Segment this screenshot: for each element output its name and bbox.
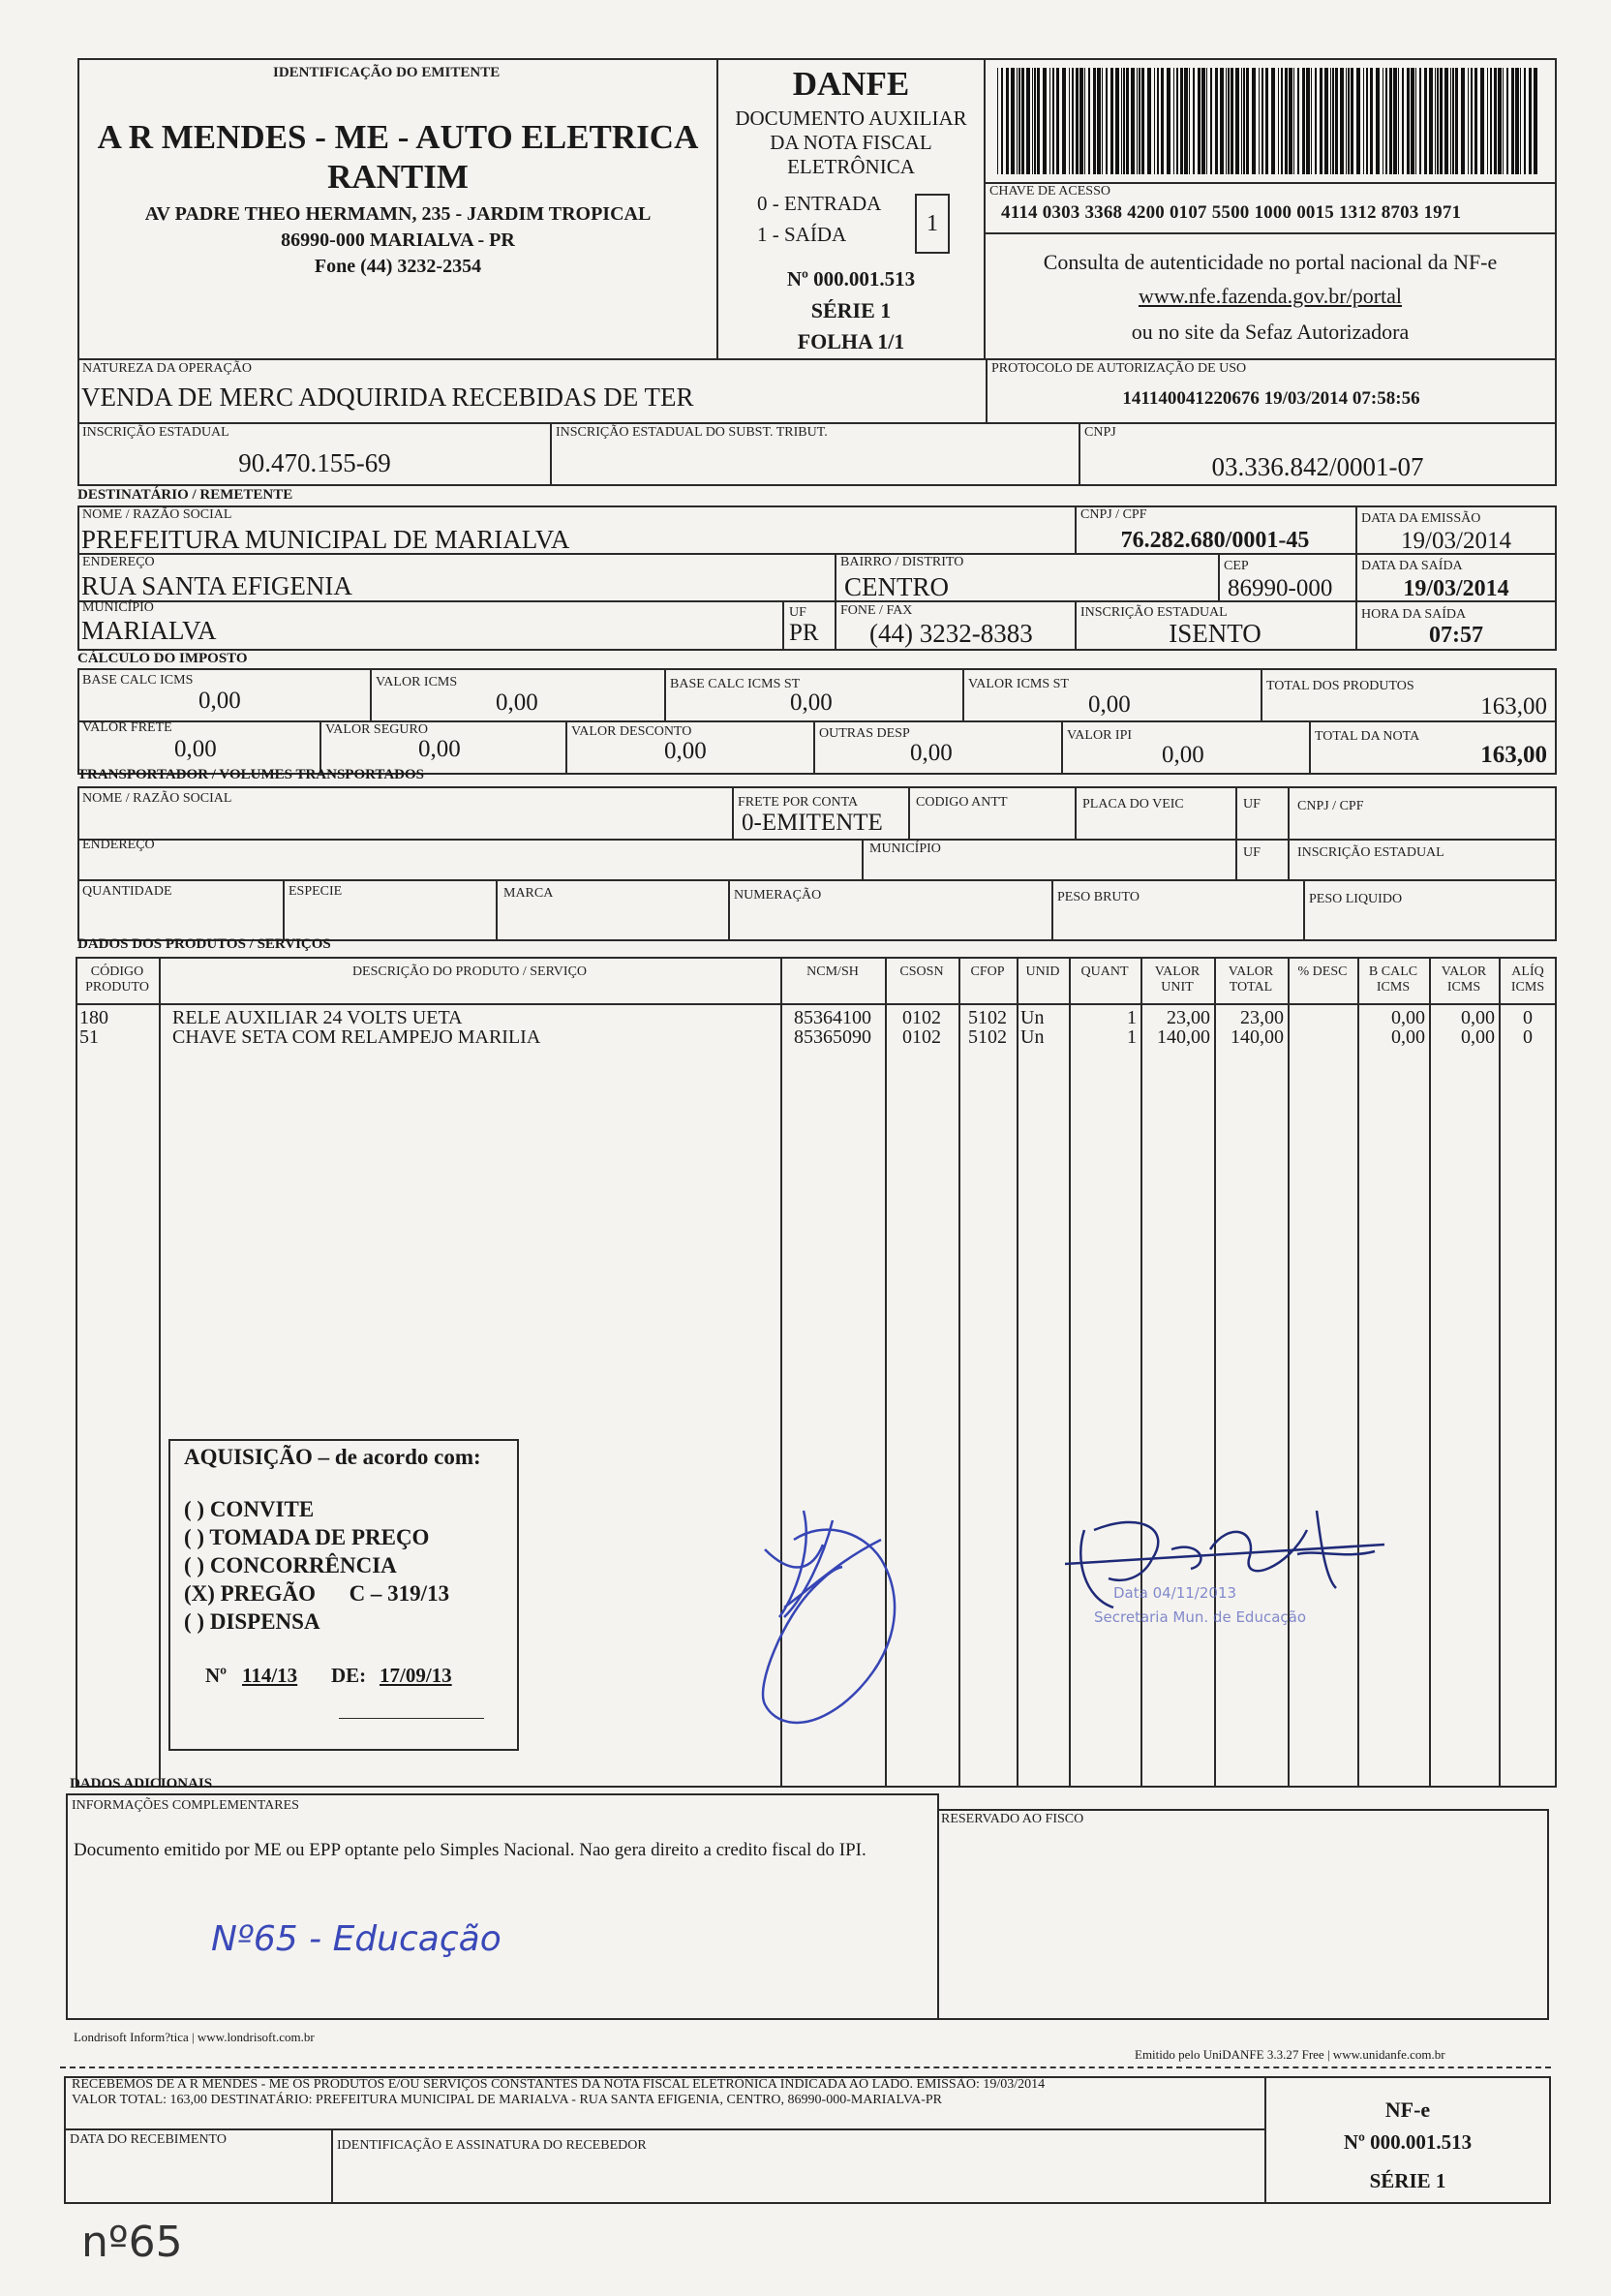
info-label: INFORMAÇÕES COMPLEMENTARES [72, 1798, 299, 1813]
transp-municipio-label: MUNICÍPIO [869, 842, 941, 856]
table-header-cell: VALOR ICMS [1441, 964, 1487, 995]
table-cell: 0,00 [1391, 1026, 1425, 1048]
stamp-numero-label: Nº [205, 1664, 228, 1687]
cnpj-label: CNPJ [1084, 425, 1116, 440]
table-cell: 5102 [968, 1007, 1007, 1028]
emitente-name-2: RANTIM [327, 158, 469, 196]
ipi-label: VALOR IPI [1067, 728, 1133, 743]
protocolo-value: 141140041220676 19/03/2014 07:58:56 [1122, 388, 1420, 409]
table-column-divider [159, 957, 161, 1788]
dest-saida: 19/03/2014 [1403, 576, 1509, 601]
canhoto-text-1: RECEBEMOS DE A R MENDES - ME OS PRODUTOS E/OU SERVIÇOS CONSTANTES DA NOTA FISCAL ELETRÔNICA INDICADA AO LADO. EMISSÃO: 19/03/2014 [72, 2077, 1046, 2092]
danfe-sub-2: DA NOTA FISCAL [770, 131, 932, 154]
canhoto-text-2: VALOR TOTAL: 163,00 DESTINATÁRIO: PREFEITURA MUNICIPAL DE MARIALVA - RUA SANTA EFIGENIA, CENTRO, 86990-000-MARIALVA-PR [72, 2093, 943, 2107]
desconto: 0,00 [664, 738, 707, 764]
handwritten-bottom: nº65 [81, 2218, 183, 2267]
table-cell: Un [1020, 1007, 1045, 1028]
info-text: Documento emitido por ME ou EPP optante pelo Simples Nacional. Nao gera direito a credito fiscal do IPI. [74, 1840, 866, 1860]
emitente-name-1: A R MENDES - ME - AUTO ELETRICA [97, 118, 699, 156]
imposto-section: CÁLCULO DO IMPOSTO [77, 651, 248, 666]
table-cell: 0 [1523, 1007, 1533, 1028]
table-cell: 140,00 [1231, 1026, 1284, 1048]
canhoto-dash [60, 2066, 1551, 2068]
total-nota: 163,00 [1480, 742, 1547, 768]
transp-ie-label: INSCRIÇÃO ESTADUAL [1297, 845, 1444, 860]
table-cell: 0,00 [1461, 1026, 1495, 1048]
signature-left [678, 1453, 988, 1743]
barcode [997, 68, 1543, 176]
dest-hora: 07:57 [1429, 623, 1483, 648]
table-cell: CHAVE SETA COM RELAMPEJO MARILIA [172, 1026, 541, 1048]
dest-municipio-label: MUNICÍPIO [82, 600, 154, 615]
table-cell: 23,00 [1167, 1007, 1210, 1028]
chave-value: 4114 0303 3368 4200 0107 5500 1000 0015 1312 8703 1971 [1001, 202, 1462, 223]
footer-software: Londrisoft Inform?tica | www.londrisoft.com.br [74, 2030, 315, 2044]
info-handwritten: Nº65 - Educação [211, 1919, 502, 1959]
table-header-cell: CSOSN [899, 964, 944, 979]
dest-hora-label: HORA DA SAÍDA [1361, 607, 1467, 622]
table-column-divider [1140, 957, 1142, 1788]
dest-emissao-label: DATA DA EMISSÃO [1361, 511, 1481, 526]
fisco-box [937, 1809, 1549, 2020]
dest-endereco-label: ENDEREÇO [82, 555, 155, 569]
transp-marca-label: MARCA [503, 886, 554, 901]
dest-cep-label: CEP [1224, 559, 1249, 573]
danfe-serie: SÉRIE 1 [810, 298, 892, 322]
dest-endereco: RUA SANTA EFIGENIA [81, 571, 352, 600]
danfe-tipo-box: 1 [915, 194, 950, 254]
stamp-de-label: DE: [331, 1664, 367, 1687]
stamp-title: AQUISIÇÃO – de acordo com: [184, 1445, 481, 1469]
dest-nome-label: NOME / RAZÃO SOCIAL [82, 507, 232, 522]
table-header-cell: % DESC [1297, 964, 1348, 979]
transp-uf-label: UF [1243, 797, 1261, 811]
danfe-entrada: 0 - ENTRADA [757, 192, 882, 215]
dest-nome: PREFEITURA MUNICIPAL DE MARIALVA [81, 525, 570, 554]
table-cell: 140,00 [1157, 1026, 1210, 1048]
cnpj-value: 03.336.842/0001-07 [1211, 452, 1424, 481]
table-cell: 1 [1127, 1026, 1137, 1048]
table-cell: 23,00 [1240, 1007, 1284, 1028]
table-header-cell: ALÍQ ICMS [1510, 964, 1545, 995]
outras: 0,00 [910, 740, 953, 766]
dest-ie: ISENTO [1169, 619, 1261, 648]
transp-endereco-label: ENDEREÇO [82, 838, 155, 852]
transp-cnpj-label: CNPJ / CPF [1297, 799, 1364, 813]
dest-cnpj-label: CNPJ / CPF [1080, 507, 1147, 522]
transp-numeracao-label: NUMERAÇÃO [734, 888, 822, 903]
valor-st-label: VALOR ICMS ST [968, 677, 1069, 691]
canhoto-nfe: NF-e [1384, 2097, 1431, 2122]
seguro: 0,00 [418, 736, 461, 762]
table-column-divider [1069, 957, 1071, 1788]
produtos-section: DADOS DOS PRODUTOS / SERVIÇOS [77, 936, 331, 952]
danfe-numero: Nº 000.001.513 [786, 267, 916, 291]
svg-text:Secretaria Mun. de Educação: Secretaria Mun. de Educação [1094, 1608, 1307, 1626]
dest-ie-label: INSCRIÇÃO ESTADUAL [1080, 605, 1228, 620]
danfe-folha: FOLHA 1/1 [797, 329, 905, 353]
table-cell: RELE AUXILIAR 24 VOLTS UETA [172, 1007, 463, 1028]
natureza-value: VENDA DE MERC ADQUIRIDA RECEBIDAS DE TER [81, 383, 694, 412]
danfe-sub-1: DOCUMENTO AUXILIAR [735, 107, 967, 130]
table-header-cell: CFOP [970, 964, 1005, 979]
table-header-cell: CÓDIGO PRODUTO [85, 964, 149, 995]
footer-emitido: Emitido pelo UniDANFE 3.3.27 Free | www.unidanfe.com.br [1135, 2047, 1445, 2062]
dest-uf: PR [789, 620, 819, 646]
table-column-divider [1017, 957, 1018, 1788]
transp-frete-label: FRETE POR CONTA [738, 795, 859, 810]
table-header-cell: VALOR TOTAL [1228, 964, 1274, 995]
dest-cep: 86990-000 [1228, 575, 1333, 601]
outras-label: OUTRAS DESP [819, 726, 910, 741]
base-icms: 0,00 [198, 688, 241, 714]
table-header-cell: VALOR UNIT [1154, 964, 1201, 995]
canhoto-numero: Nº 000.001.513 [1343, 2130, 1473, 2154]
consulta-text: Consulta de autenticidade no portal nacional da NF-e [1043, 250, 1498, 274]
table-column-divider [1357, 957, 1359, 1788]
emitente-section-label: IDENTIFICAÇÃO DO EMITENTE [273, 65, 501, 80]
table-cell: 0102 [902, 1026, 941, 1048]
table-cell: 1 [1127, 1007, 1137, 1028]
total-prod-label: TOTAL DOS PRODUTOS [1266, 679, 1414, 693]
total-prod: 163,00 [1480, 693, 1547, 719]
table-cell: 180 [79, 1007, 108, 1028]
table-header-cell: NCM/SH [806, 964, 859, 979]
stamp-de: 17/09/13 [380, 1664, 452, 1687]
transp-qtd-label: QUANTIDADE [82, 884, 172, 899]
table-header-cell: UNID [1025, 964, 1060, 979]
dest-uf-label: UF [789, 605, 806, 620]
dest-bairro: CENTRO [844, 572, 949, 601]
consulta-link[interactable]: www.nfe.fazenda.gov.br/portal [1138, 284, 1403, 308]
natureza-label: NATUREZA DA OPERAÇÃO [82, 361, 253, 376]
stamp-dispensa: ( ) DISPENSA [184, 1609, 320, 1634]
transp-bruto-label: PESO BRUTO [1057, 890, 1140, 904]
table-cell: 0 [1523, 1026, 1533, 1048]
desconto-label: VALOR DESCONTO [571, 724, 692, 739]
signature-right [1055, 1491, 1404, 1646]
dest-emissao: 19/03/2014 [1401, 528, 1511, 554]
emitente-address-1: AV PADRE THEO HERMAMN, 235 - JARDIM TROPICAL [144, 203, 652, 225]
table-column-divider [1429, 957, 1431, 1788]
destinatario-section: DESTINATÁRIO / REMETENTE [77, 487, 293, 503]
dest-fone-label: FONE / FAX [840, 603, 913, 618]
frete-label: VALOR FRETE [82, 720, 172, 735]
table-column-divider [1214, 957, 1216, 1788]
ie-st-label: INSCRIÇÃO ESTADUAL DO SUBST. TRIBUT. [556, 425, 828, 440]
canhoto-assinatura-label: IDENTIFICAÇÃO E ASSINATURA DO RECEBEDOR [337, 2138, 647, 2153]
protocolo-label: PROTOCOLO DE AUTORIZAÇÃO DE USO [991, 361, 1247, 376]
consulta-sefaz: ou no site da Sefaz Autorizadora [1131, 320, 1410, 344]
info-box [66, 1793, 939, 2020]
table-cell: 51 [79, 1026, 99, 1048]
dest-bairro-label: BAIRRO / DISTRITO [840, 555, 964, 569]
stamp-numero: 114/13 [242, 1664, 298, 1687]
table-cell: Un [1020, 1026, 1045, 1048]
table-column-divider [1499, 957, 1501, 1788]
dest-saida-label: DATA DA SAÍDA [1361, 559, 1463, 573]
transportador-section: TRANSPORTADOR / VOLUMES TRANSPORTADOS [77, 767, 425, 782]
valor-icms: 0,00 [496, 689, 538, 716]
ipi: 0,00 [1162, 742, 1204, 768]
dest-municipio: MARIALVA [81, 616, 217, 645]
ie-value: 90.470.155-69 [238, 448, 391, 477]
stamp-convite: ( ) CONVITE [184, 1497, 315, 1521]
valor-st: 0,00 [1088, 691, 1131, 718]
table-cell: 0102 [902, 1007, 941, 1028]
total-nota-label: TOTAL DA NOTA [1315, 729, 1420, 744]
danfe-sub-3: ELETRÔNICA [787, 155, 915, 178]
stamp-tomada: ( ) TOMADA DE PREÇO [184, 1525, 430, 1549]
table-cell: 85365090 [794, 1026, 871, 1048]
transp-placa-label: PLACA DO VEIC [1082, 797, 1184, 811]
stamp-pregao: (X) PREGÃO C – 319/13 [184, 1581, 450, 1606]
table-header-cell: DESCRIÇÃO DO PRODUTO / SERVIÇO [351, 964, 588, 979]
dest-fone: (44) 3232-8383 [869, 619, 1033, 648]
canhoto-data-label: DATA DO RECEBIMENTO [70, 2132, 227, 2147]
table-cell: 0,00 [1391, 1007, 1425, 1028]
danfe-saida: 1 - SAÍDA [757, 223, 847, 246]
base-st-label: BASE CALC ICMS ST [670, 677, 801, 691]
table-header-cell: QUANT [1080, 964, 1129, 979]
transp-uf2-label: UF [1243, 845, 1261, 860]
base-icms-label: BASE CALC ICMS [82, 673, 194, 688]
transp-liquido-label: PESO LIQUIDO [1309, 892, 1403, 906]
table-cell: 5102 [968, 1026, 1007, 1048]
svg-text:Data 04/11/2013: Data 04/11/2013 [1113, 1584, 1237, 1602]
emitente-phone: Fone (44) 3232-2354 [314, 256, 482, 277]
frete: 0,00 [174, 736, 217, 762]
stamp-concorrencia: ( ) CONCORRÊNCIA [184, 1553, 397, 1577]
transp-nome-label: NOME / RAZÃO SOCIAL [82, 791, 232, 806]
seguro-label: VALOR SEGURO [325, 722, 428, 737]
transp-frete: 0-EMITENTE [742, 810, 883, 836]
table-cell: 85364100 [794, 1007, 871, 1028]
chave-label: CHAVE DE ACESSO [989, 184, 1110, 199]
dest-cnpj: 76.282.680/0001-45 [1120, 528, 1310, 553]
base-st: 0,00 [790, 689, 833, 716]
emitente-address-2: 86990-000 MARIALVA - PR [281, 230, 515, 251]
valor-icms-label: VALOR ICMS [376, 675, 458, 689]
transp-antt-label: CODIGO ANTT [916, 795, 1008, 810]
canhoto-serie: SÉRIE 1 [1369, 2169, 1446, 2192]
danfe-title: DANFE [792, 65, 910, 103]
adicionais-section: DADOS ADICIONAIS [70, 1776, 213, 1791]
ie-label: INSCRIÇÃO ESTADUAL [82, 425, 229, 440]
table-column-divider [1288, 957, 1290, 1788]
transp-especie-label: ESPECIE [289, 884, 343, 899]
table-cell: 0,00 [1461, 1007, 1495, 1028]
table-header-cell: B CALC ICMS [1368, 964, 1418, 995]
fisco-label: RESERVADO AO FISCO [941, 1812, 1084, 1826]
